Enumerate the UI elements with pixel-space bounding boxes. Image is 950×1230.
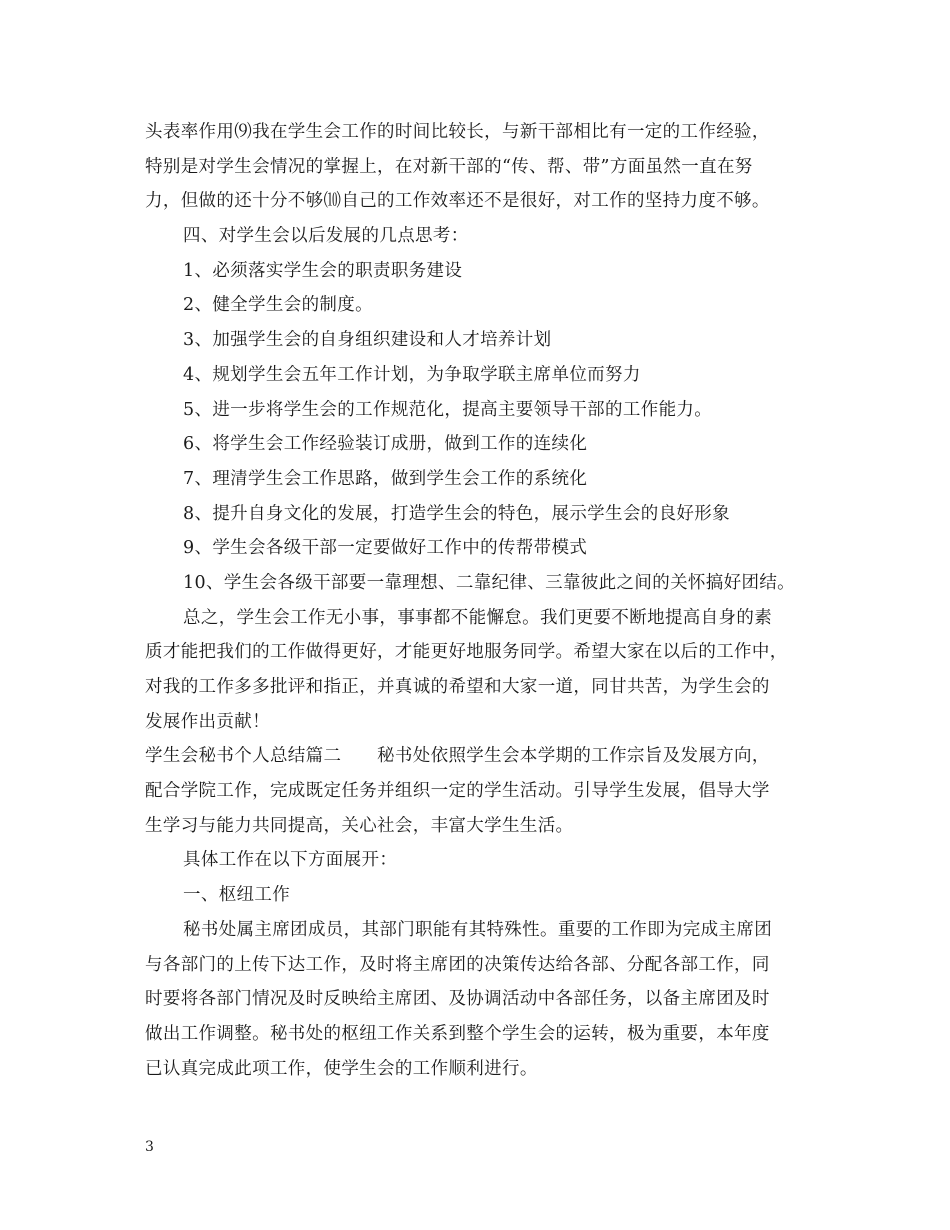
page-number: 3 bbox=[145, 1139, 154, 1155]
text-line: 10、学生会各级干部要一靠理想、二靠纪律、三靠彼此之间的关怀搞好团结。 bbox=[183, 572, 796, 593]
text-line: 1、必须落实学生会的职责职务建设 bbox=[183, 260, 463, 281]
text-line: 总之，学生会工作无小事，事事都不能懈怠。我们更要不断地提高自身的素 bbox=[183, 607, 773, 628]
text-line: 发展作出贡献！ bbox=[145, 711, 270, 732]
text-line: 4、规划学生会五年工作计划，为争取学联主席单位而努力 bbox=[183, 364, 641, 385]
text-line: 秘书处属主席团成员，其部门职能有其特殊性。重要的工作即为完成主席团 bbox=[183, 919, 773, 940]
text-line: 配合学院工作，完成既定任务并组织一定的学生活动。引导学生发展，倡导大学 bbox=[145, 781, 770, 802]
text-line: 时要将各部门情况及时反映给主席团、及协调活动中各部任务，以备主席团及时 bbox=[145, 989, 770, 1010]
text-line: 头表率作用⑼我在学生会工作的时间比较长，与新干部相比有一定的工作经验， bbox=[145, 122, 770, 142]
text-line: 6、将学生会工作经验装订成册，做到工作的连续化 bbox=[183, 434, 588, 455]
body-text bbox=[145, 115, 815, 1086]
text-line: 学生会秘书个人总结篇二 秘书处依照学生会本学期的工作宗旨及发展方向， bbox=[145, 746, 770, 767]
text-line: 一、枢纽工作 bbox=[183, 885, 291, 906]
text-line: 对我的工作多多批评和指正，并真诚的希望和大家一道，同甘共苦，为学生会的 bbox=[145, 677, 770, 697]
text-line: 具体工作在以下方面展开： bbox=[183, 850, 398, 871]
text-line: 力，但做的还十分不够⑽自己的工作效率还不是很好，对工作的坚持力度不够。 bbox=[145, 191, 770, 212]
text-line: 与各部门的上传下达工作，及时将主席团的决策传达给各部、分配各部工作，同 bbox=[145, 954, 770, 975]
text-line: 8、提升自身文化的发展，打造学生会的特色，展示学生会的良好形象 bbox=[183, 503, 730, 524]
text-line: 3、加强学生会的自身组织建设和人才培养计划 bbox=[183, 330, 552, 351]
text-line: 5、进一步将学生会的工作规范化，提高主要领导干部的工作能力。 bbox=[183, 399, 713, 420]
text-line: 生学习与能力共同提高，关心社会，丰富大学生生活。 bbox=[145, 815, 574, 836]
text-line: 2、健全学生会的制度。 bbox=[183, 295, 373, 316]
text-line: 做出工作调整。秘书处的枢纽工作关系到整个学生会的运转，极为重要，本年度 bbox=[145, 1023, 770, 1044]
text-line: 7、理清学生会工作思路，做到学生会工作的系统化 bbox=[183, 468, 588, 489]
text-line: 9、学生会各级干部一定要做好工作中的传帮带模式 bbox=[183, 538, 588, 559]
text-line: 特别是对学生会情况的掌握上，在对新干部的“传、帮、带”方面虽然一直在努 bbox=[145, 156, 753, 177]
text-line: 已认真完成此项工作，使学生会的工作顺利进行。 bbox=[145, 1058, 538, 1079]
text-line: 四、对学生会以后发展的几点思考： bbox=[183, 226, 469, 247]
text-line: 质才能把我们的工作做得更好，才能更好地服务同学。希望大家在以后的工作中， bbox=[145, 642, 788, 663]
